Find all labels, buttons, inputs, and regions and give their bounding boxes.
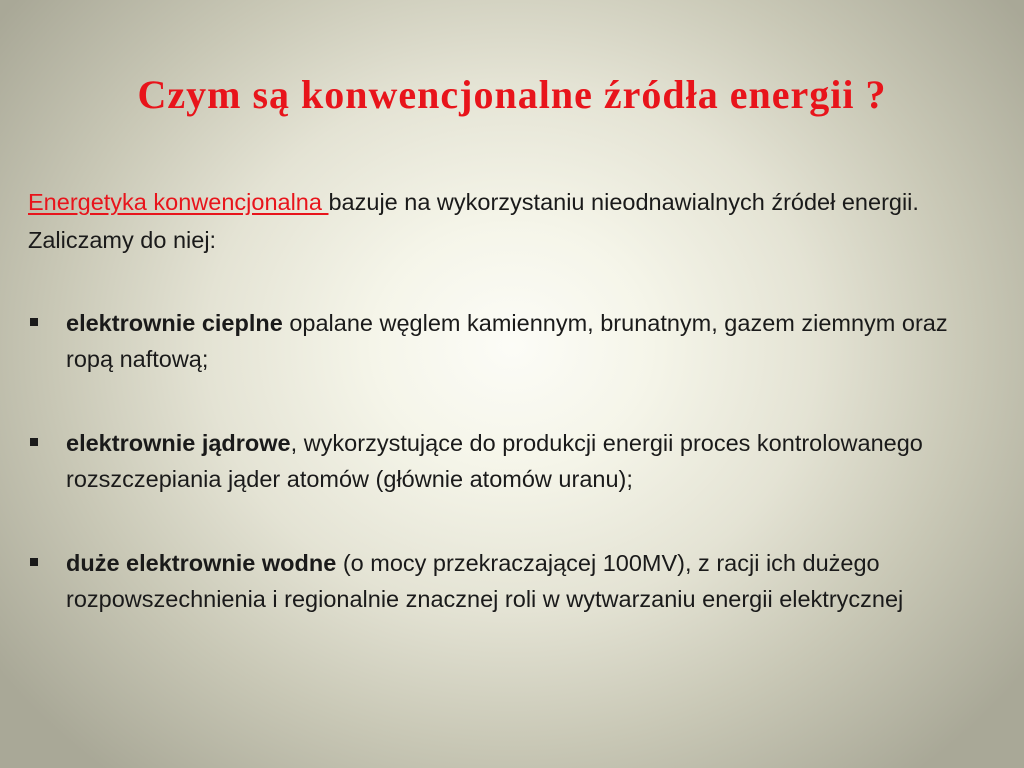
square-bullet-icon	[30, 558, 38, 566]
list-item-bold: duże elektrownie wodne	[66, 550, 337, 576]
list-item-bold: elektrownie cieplne	[66, 310, 283, 336]
intro-text: bazuje na wykorzystaniu nieodnawialnych źródeł energii. Zaliczamy do niej:	[28, 189, 919, 253]
square-bullet-icon	[30, 318, 38, 326]
list-item	[28, 305, 998, 377]
slide-title: Czym są konwencjonalne źródła energii ?	[137, 72, 887, 117]
square-bullet-icon	[30, 438, 38, 446]
list-item	[28, 425, 998, 497]
list-item	[28, 545, 998, 617]
intro-term: Energetyka konwencjonalna	[28, 189, 329, 215]
intro-paragraph	[28, 183, 988, 259]
bullet-list	[28, 305, 998, 665]
list-item-bold: elektrownie jądrowe	[66, 430, 291, 456]
list-item-text: opalane węglem kamiennym, brunatnym, gazem ziemnym oraz ropą naftową;	[66, 310, 948, 372]
list-item-text: , wykorzystujące do produkcji energii proces kontrolowanego rozszczepiania jąder atomów (głównie atomów uranu);	[66, 430, 923, 492]
list-item-text: (o mocy przekraczającej 100MV), z racji ich dużego rozpowszechnienia i regionalnie znacznej roli w wytwarzaniu energii elektrycznej	[66, 550, 904, 612]
